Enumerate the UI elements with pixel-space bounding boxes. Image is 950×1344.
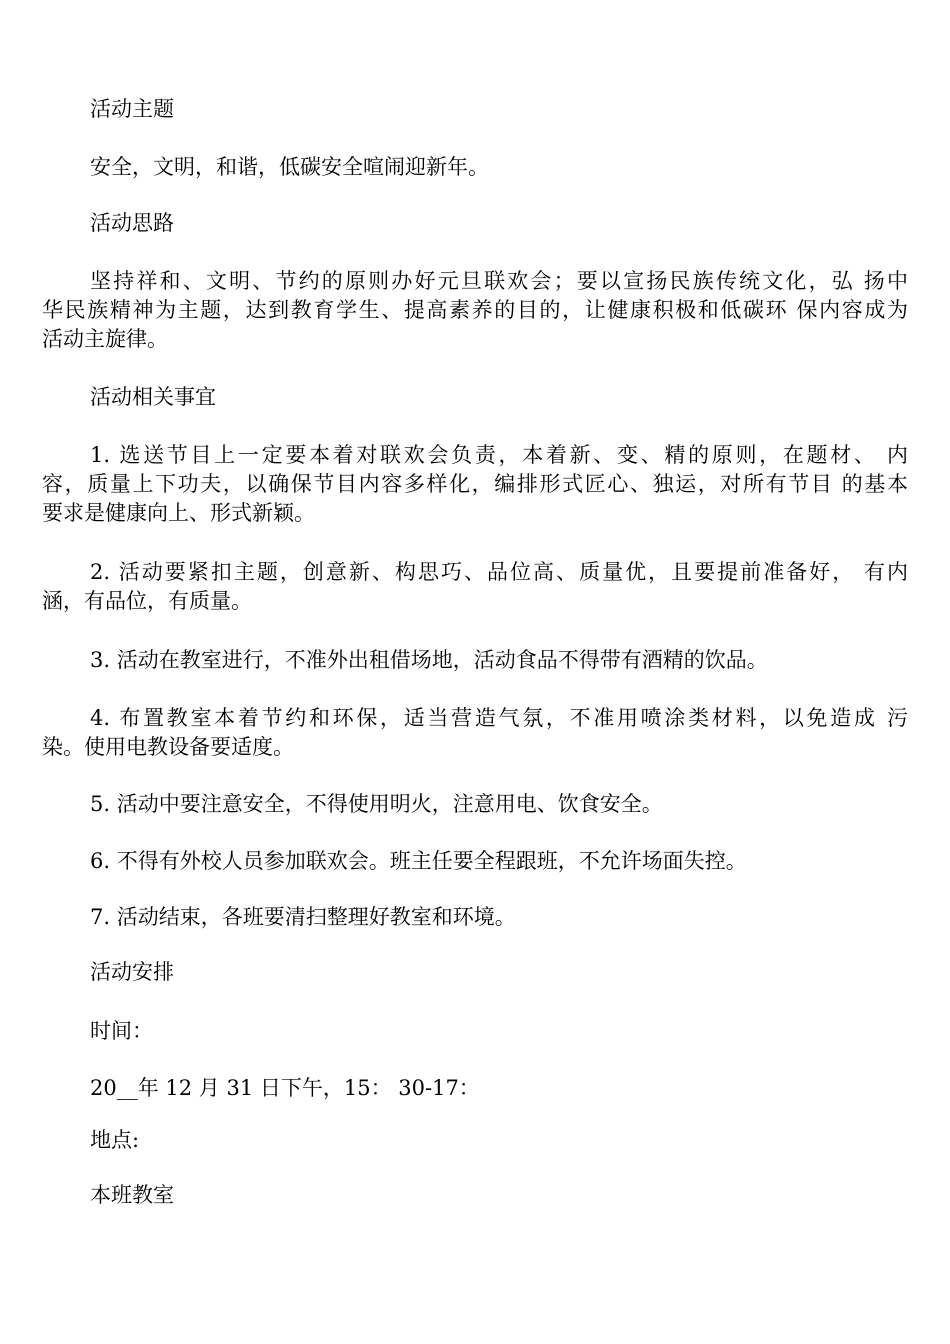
heading-activity-theme: 活动主题: [90, 97, 174, 121]
paragraph-line: 容，质量上下功夫，以确保节目内容多样化，编排形式匠心、独运，对所有节目 的基本: [42, 472, 908, 496]
item-2-paragraph: [42, 558, 908, 616]
heading-related-matters: 活动相关事宜: [90, 385, 216, 409]
item-3: 3. 活动在教室进行，不准外出租借场地，活动食品不得带有酒精的饮品。: [90, 648, 768, 672]
paragraph-line: 染。使用电教设备要适度。: [42, 735, 294, 759]
paragraph-line: 2. 活动要紧扣主题，创意新、构思巧、品位高、质量优，且要提前准备好， 有内: [90, 560, 908, 584]
item-6: 6. 不得有外校人员参加联欢会。班主任要全程跟班，不允许场面失控。: [90, 849, 747, 873]
place-value: 本班教室: [90, 1183, 174, 1207]
idea-paragraph: [42, 267, 908, 354]
item-5: 5. 活动中要注意安全，不得使用明火，注意用电、饮食安全。: [90, 792, 663, 816]
paragraph-line: 华民族精神为主题，达到教育学生、提高素养的目的，让健康积极和低碳环 保内容成为: [42, 298, 908, 322]
item-4-paragraph: [42, 704, 908, 762]
time-label: 时间：: [90, 1019, 153, 1043]
paragraph-line: 4. 布置教室本着节约和环保，适当营造气氛，不准用喷涂类材料，以免造成 污: [90, 706, 908, 730]
paragraph-line: 坚持祥和、文明、节约的原则办好元旦联欢会；要以宣扬民族传统文化，弘 扬中: [90, 269, 908, 293]
item-7: 7. 活动结束，各班要清扫整理好教室和环境。: [90, 905, 516, 929]
theme-text: 安全，文明，和谐，低碳安全喧闹迎新年。: [90, 155, 489, 179]
time-value: 20__年 12 月 31 日下午，15： 30-17：: [90, 1076, 480, 1100]
heading-schedule: 活动安排: [90, 960, 174, 984]
paragraph-line: 涵，有品位，有质量。: [42, 589, 252, 613]
paragraph-line: 活动主旋律。: [42, 327, 168, 351]
heading-activity-idea: 活动思路: [90, 211, 174, 235]
paragraph-line: 要求是健康向上、形式新颖。: [42, 501, 315, 525]
paragraph-line: 1. 选送节目上一定要本着对联欢会负责，本着新、变、精的原则，在题材、 内: [90, 443, 908, 467]
place-label: 地点:: [90, 1128, 140, 1152]
item-1-paragraph: [42, 441, 908, 528]
